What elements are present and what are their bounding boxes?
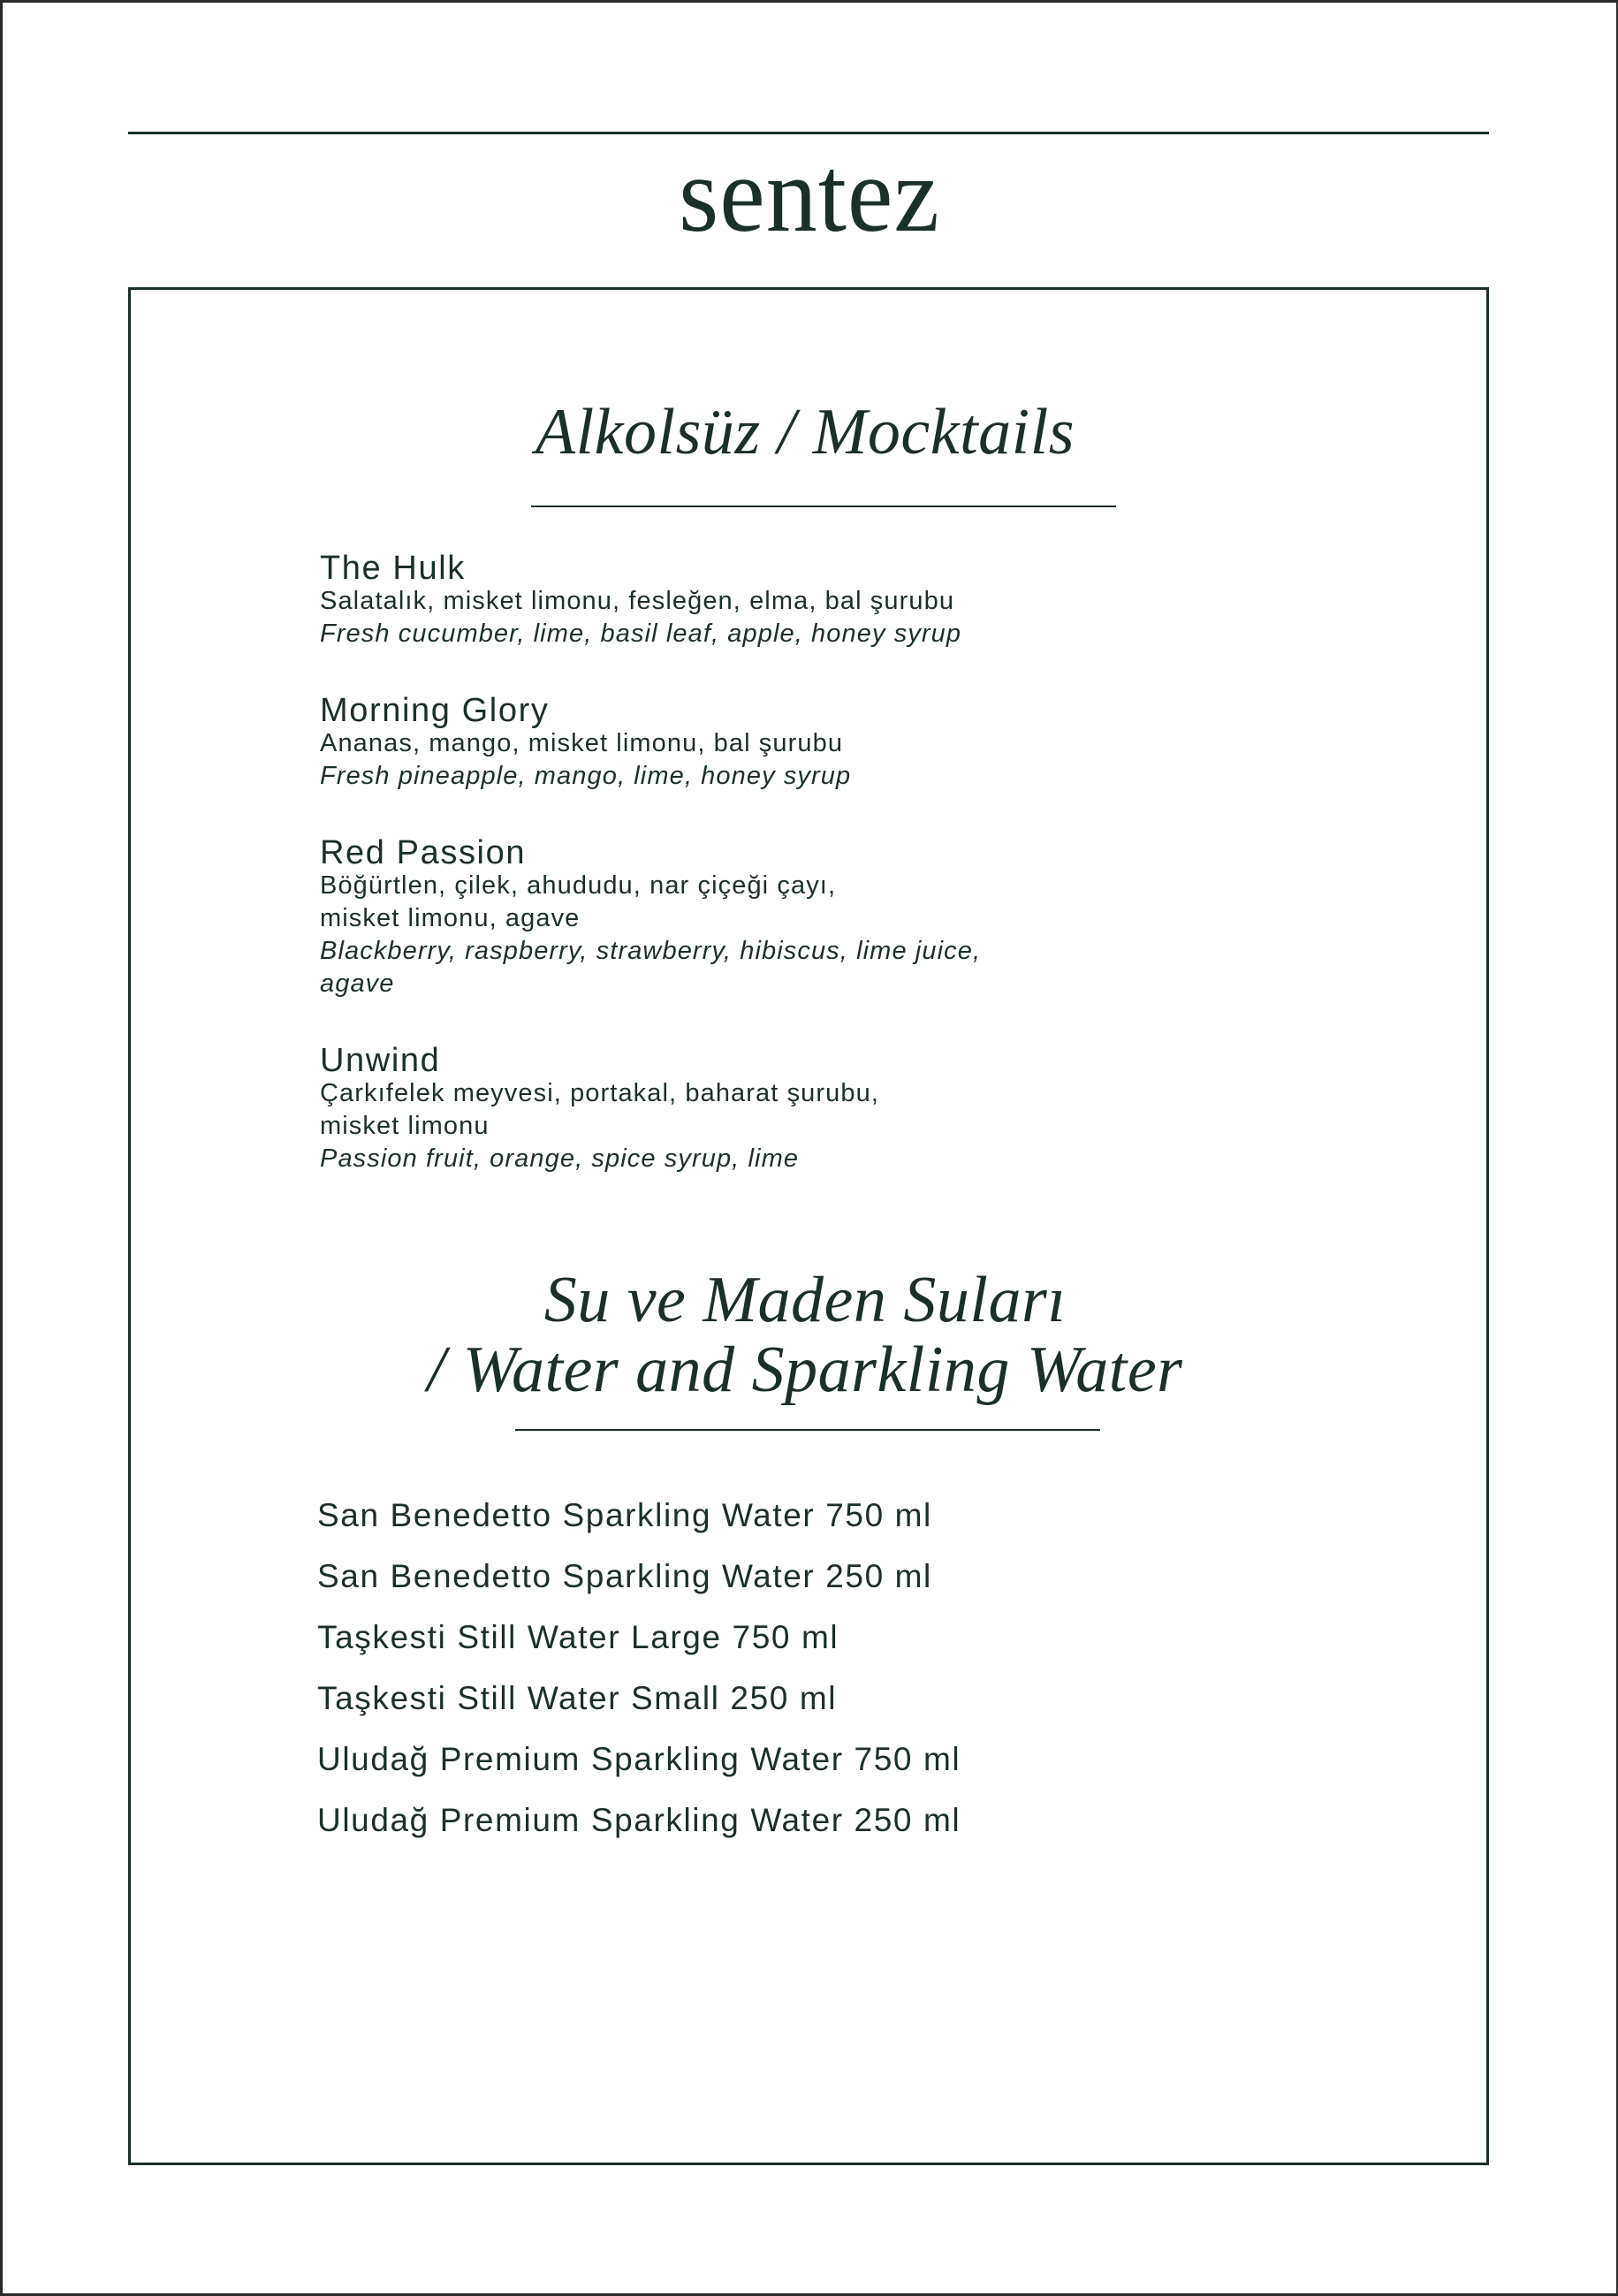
mocktail-ingredients-tr: Salatalık, misket limonu, fesleğen, elma, bal şurubu xyxy=(320,587,955,615)
section-divider-waters xyxy=(515,1429,1100,1431)
mocktail-ingredients-tr: misket limonu xyxy=(320,1112,490,1140)
mocktail-list xyxy=(320,552,1292,1220)
mocktail-ingredients-tr: Ananas, mango, misket limonu, bal şurubu xyxy=(320,729,844,757)
water-item: Taşkesti Still Water Large 750 ml xyxy=(317,1619,839,1655)
mocktail-name: Morning Glory xyxy=(320,692,550,729)
water-item: Taşkesti Still Water Small 250 ml xyxy=(317,1680,838,1716)
water-item: Uludağ Premium Sparkling Water 250 ml xyxy=(317,1802,961,1838)
mocktail-item xyxy=(320,552,1292,650)
section-heading-waters-line: / Water and Sparkling Water xyxy=(427,1334,1183,1406)
mocktail-ingredients-en: agave xyxy=(320,969,395,998)
brand-logo: sentez xyxy=(679,135,940,255)
mocktail-item xyxy=(320,1042,1292,1175)
water-item: San Benedetto Sparkling Water 250 ml xyxy=(317,1558,932,1594)
section-heading-mocktails: Alkolsüz / Mocktails xyxy=(535,396,1075,468)
section-heading-waters xyxy=(363,1266,1247,1405)
section-divider-mocktails xyxy=(531,506,1116,507)
mocktail-item xyxy=(320,692,1292,793)
mocktail-item xyxy=(320,834,1292,1000)
mocktail-ingredients-en: Fresh cucumber, lime, basil leaf, apple, honey syrup xyxy=(320,620,962,648)
mocktail-name: Unwind xyxy=(320,1042,441,1079)
mocktail-ingredients-en: Passion fruit, orange, spice syrup, lime xyxy=(320,1144,800,1173)
mocktail-ingredients-tr: misket limonu, agave xyxy=(320,904,581,932)
mocktail-ingredients-tr: Çarkıfelek meyvesi, portakal, baharat şurubu, xyxy=(320,1079,879,1107)
mocktail-ingredients-en: Fresh pineapple, mango, lime, honey syrup xyxy=(320,762,852,790)
water-item: San Benedetto Sparkling Water 750 ml xyxy=(317,1497,932,1533)
section-heading-waters-line: Su ve Maden Suları xyxy=(543,1264,1067,1336)
mocktail-ingredients-en: Blackberry, raspberry, strawberry, hibiscus, lime juice, xyxy=(320,937,982,965)
water-item: Uludağ Premium Sparkling Water 750 ml xyxy=(317,1741,961,1777)
header-rule xyxy=(128,132,1489,134)
mocktail-ingredients-tr: Böğürtlen, çilek, ahududu, nar çiçeği çayı, xyxy=(320,871,837,900)
water-list xyxy=(317,1485,1378,1851)
mocktail-name: The Hulk xyxy=(320,550,466,587)
mocktail-name: Red Passion xyxy=(320,834,527,871)
